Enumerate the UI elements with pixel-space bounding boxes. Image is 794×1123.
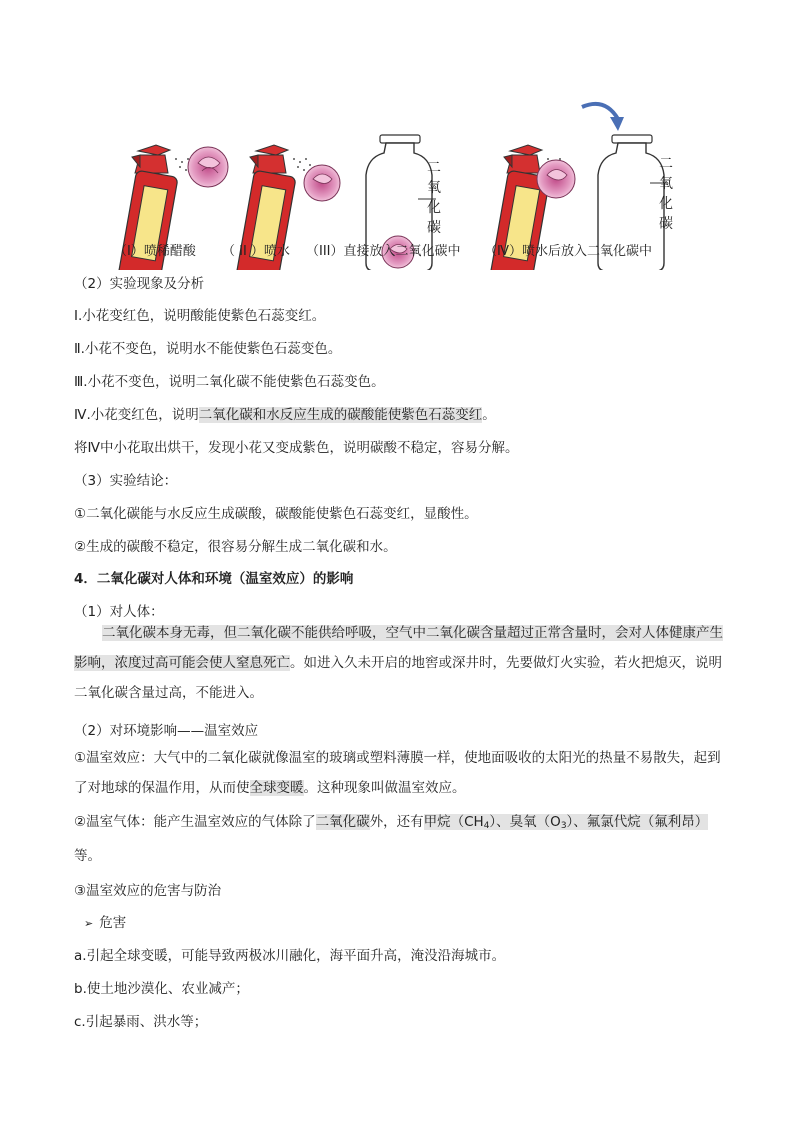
gases-text: 外，还有 [369, 814, 424, 830]
label-char: 碳 [427, 220, 441, 236]
subscript: 3 [560, 821, 567, 831]
observation-2: Ⅱ.小花不变色，说明水不能使紫色石蕊变色。 [74, 341, 342, 357]
subsection-human: （1）对人体： [74, 604, 164, 620]
observation-4-suffix: 。 [482, 407, 496, 423]
highlight-text: 全球变暖 [249, 780, 304, 796]
harm-c: c.引起暴雨、洪水等； [74, 1014, 208, 1030]
observation-4-prefix: Ⅳ.小花变红色，说明 [74, 407, 199, 423]
flower-icon [304, 165, 340, 201]
highlight-text: 二氧化碳本身无毒，但二氧化碳不能供给呼吸，空气中二氧化碳含量超过正常含量时，会对人体健康产生影响，浓度过高可能会使人窒息死亡 [74, 625, 723, 671]
definition-end: 。这种现象叫做温室效应。 [303, 780, 466, 796]
harm-a: a.引起全球变暖，可能导致两极冰川融化，海平面升高，淹没沿海城市。 [74, 948, 506, 964]
label-char: 碳 [659, 216, 673, 232]
bottle-label-co2 [426, 158, 442, 238]
paragraph-human-effect [74, 618, 734, 708]
bottle-label-co2 [658, 154, 674, 234]
label-char: 氧 [659, 176, 673, 192]
gas-ozone: ）、臭氧（O [489, 814, 561, 830]
caption-experiment-1: （I）喷稀醋酸 [114, 244, 196, 259]
conclusion-1: ①二氧化碳能与水反应生成碳酸，碳酸能使紫色石蕊变红，显酸性。 [74, 506, 478, 522]
gas-cfc: ）、氟氯代烷（氟利昂） [566, 814, 709, 830]
gases-end: 等。 [74, 848, 101, 864]
harm-label: 危害 [99, 915, 127, 931]
curved-arrow-icon [582, 104, 624, 131]
label-char: 氧 [427, 180, 441, 196]
greenhouse-effect-definition [74, 743, 734, 803]
caption-experiment-4: （Ⅳ）喷水后放入二氧化碳中 [484, 244, 652, 259]
highlight-text: 二氧化碳 [315, 814, 370, 830]
highlight-text: 二氧化碳和水反应生成的碳酸能使紫色石蕊变红 [198, 407, 483, 423]
caption-experiment-3: （III）直接放入二氧化碳中 [306, 244, 461, 259]
harm-heading [84, 911, 126, 931]
greenhouse-harm-title: ③温室效应的危害与防治 [74, 883, 222, 899]
flower-icon [537, 160, 575, 198]
section-4-heading: 4．二氧化碳对人体和环境（温室效应）的影响 [74, 571, 354, 587]
section-2-title: （2）实验现象及分析 [74, 276, 205, 292]
label-char: 化 [427, 200, 441, 216]
observation-1: Ⅰ.小花变红色，说明酸能使紫色石蕊变红。 [74, 308, 326, 324]
label-char: 二 [659, 156, 673, 172]
arrow-bullet-icon: ➢ [84, 917, 94, 930]
greenhouse-gases [74, 807, 734, 871]
highlight-text [424, 814, 709, 830]
observation-5: 将Ⅳ中小花取出烘干，发现小花又变成紫色，说明碳酸不稳定，容易分解。 [74, 440, 519, 456]
gases-text: ②温室气体：能产生温室效应的气体除了 [74, 814, 316, 830]
observation-4 [74, 403, 496, 423]
conclusion-2: ②生成的碳酸不稳定，很容易分解生成二氧化碳和水。 [74, 539, 397, 555]
caption-experiment-2: （ II ）喷水 [222, 244, 290, 259]
gas-methane: 甲烷（CH [423, 814, 484, 830]
subsection-environment: （2）对环境影响——温室效应 [74, 723, 259, 739]
harm-b: b.使土地沙漠化、农业减产； [74, 981, 249, 997]
section-3-title: （3）实验结论： [74, 473, 178, 489]
paragraph-rest: 。如进入久未开启的地窖或深井时，先要做灯火实验，若火把熄灭，说明二氧化碳含量过高，不能进入。 [74, 655, 722, 701]
subscript: 4 [483, 821, 490, 831]
definition-text: ①温室效应：大气中的二氧化碳就像温室的玻璃或塑料薄膜一样，使地面吸收的太阳光的热量不易散失，起到了对地球的保温作用，从而使 [74, 750, 721, 796]
label-char: 化 [659, 196, 673, 212]
label-char: 二 [427, 160, 441, 176]
flower-icon [188, 147, 228, 187]
observation-3: Ⅲ.小花不变色，说明二氧化碳不能使紫色石蕊变色。 [74, 374, 385, 390]
